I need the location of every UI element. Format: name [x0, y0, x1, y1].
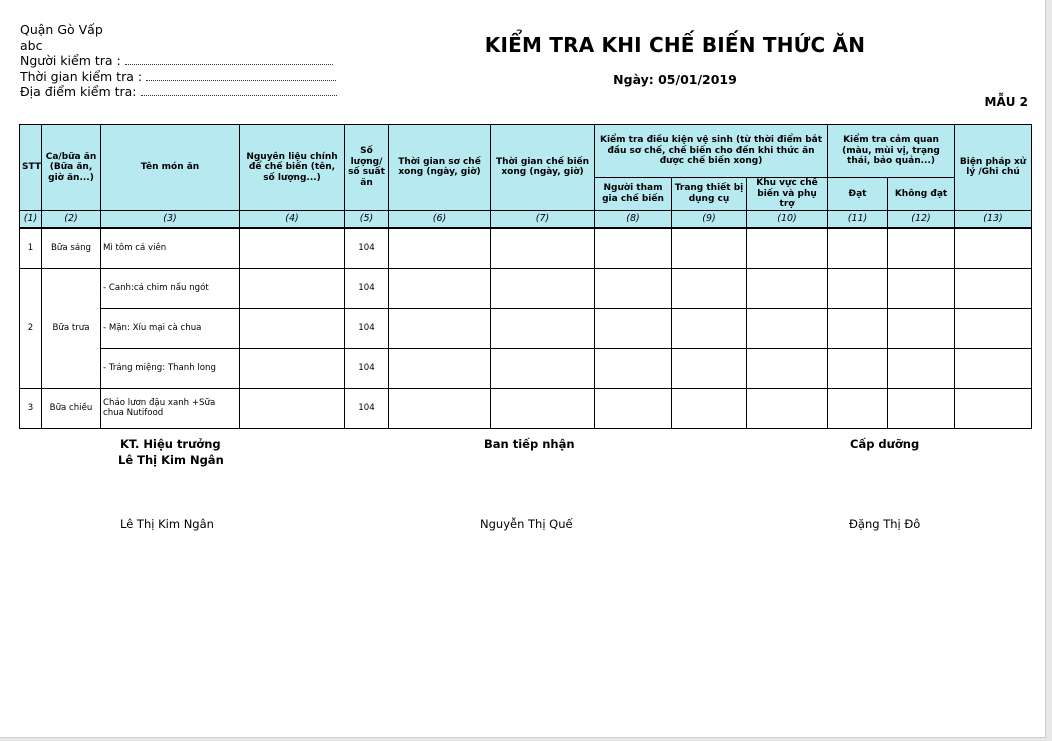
school-text: abc [20, 37, 43, 53]
cell-empty [747, 228, 828, 269]
row-quantity: 104 [345, 388, 389, 428]
row-ingredient [240, 308, 345, 348]
cell-empty [389, 268, 491, 308]
inspector-label: Người kiểm tra : [20, 53, 121, 68]
cell-empty [888, 228, 955, 269]
principal-subtitle: Lê Thị Kim Ngân [118, 453, 224, 467]
time-line [20, 69, 337, 85]
cook-title: Cấp dưỡng [850, 437, 920, 451]
column-number: (10) [747, 210, 828, 228]
cell-empty [389, 388, 491, 428]
cell-empty [747, 268, 828, 308]
cell-empty [747, 308, 828, 348]
row-meal: Bữa trưa [42, 268, 101, 388]
cell-empty [828, 268, 888, 308]
row-quantity: 104 [345, 308, 389, 348]
cell-empty [747, 348, 828, 388]
cell-empty [828, 388, 888, 428]
header-quantity: Số lượng/ số suất ăn [345, 125, 389, 211]
cell-empty [672, 388, 747, 428]
cook-name: Đặng Thị Đô [849, 517, 921, 531]
inspector-line [20, 53, 337, 69]
cell-empty [491, 268, 595, 308]
header-cook-time: Thời gian chế biến xong (ngày, giờ) [491, 125, 595, 211]
cell-empty [389, 308, 491, 348]
cell-empty [747, 388, 828, 428]
row-meal: Bữa sáng [42, 228, 101, 269]
cell-empty [955, 268, 1032, 308]
row-quantity: 104 [345, 348, 389, 388]
table-row [20, 268, 1032, 308]
cell-empty [595, 348, 672, 388]
district-text: Quận Gò Vấp [20, 22, 103, 37]
column-number: (11) [828, 210, 888, 228]
row-quantity: 104 [345, 268, 389, 308]
column-number: (7) [491, 210, 595, 228]
row-ingredient [240, 228, 345, 269]
row-ingredient [240, 388, 345, 428]
cell-empty [672, 308, 747, 348]
cell-empty [491, 228, 595, 269]
column-number: (8) [595, 210, 672, 228]
cell-empty [595, 308, 672, 348]
column-number: (1) [20, 210, 42, 228]
header-dish: Tên món ăn [101, 125, 240, 211]
row-ingredient [240, 268, 345, 308]
column-number: (6) [389, 210, 491, 228]
receiver-title: Ban tiếp nhận [484, 437, 575, 451]
header-sensory-group: Kiểm tra cảm quan (màu, mùi vị, trạng thái, bảo quản...) [828, 125, 955, 178]
receiver-name: Nguyễn Thị Quế [480, 517, 573, 531]
column-number-row [20, 210, 1032, 228]
time-dots [146, 70, 336, 81]
cell-empty [672, 228, 747, 269]
cell-empty [955, 228, 1032, 269]
cell-empty [389, 228, 491, 269]
table-row [20, 308, 1032, 348]
header-hygiene-area: Khu vực chế biến và phụ trợ [747, 178, 828, 211]
cell-empty [828, 308, 888, 348]
row-meal: Bữa chiều [42, 388, 101, 428]
cell-empty [389, 348, 491, 388]
cell-empty [828, 228, 888, 269]
place-line [20, 84, 337, 100]
header-hygiene-equipment: Trang thiết bị dụng cụ [672, 178, 747, 211]
inspection-table [19, 124, 1032, 429]
row-stt: 2 [20, 268, 42, 388]
cell-empty [595, 228, 672, 269]
row-stt: 1 [20, 228, 42, 269]
cell-empty [955, 388, 1032, 428]
inspector-dots [125, 54, 333, 65]
document-date: Ngày: 05/01/2019 [613, 72, 737, 87]
row-dish: - Canh:cá chim nấu ngót [101, 268, 240, 308]
column-number: (5) [345, 210, 389, 228]
time-label: Thời gian kiểm tra : [20, 68, 143, 84]
principal-name: Lê Thị Kim Ngân [120, 517, 214, 531]
row-dish: Mì tôm cá viên [101, 228, 240, 269]
header-prep-time: Thời gian sơ chế xong (ngày, giờ) [389, 125, 491, 211]
cell-empty [888, 308, 955, 348]
header-ingredient: Nguyên liệu chính để chế biến (tên, số lượng...) [240, 125, 345, 211]
header-pass: Đạt [828, 178, 888, 211]
table-row [20, 388, 1032, 428]
header-fail: Không đạt [888, 178, 955, 211]
cell-empty [955, 348, 1032, 388]
column-number: (9) [672, 210, 747, 228]
column-number: (2) [42, 210, 101, 228]
row-stt: 3 [20, 388, 42, 428]
cell-empty [828, 348, 888, 388]
cell-empty [888, 268, 955, 308]
cell-empty [672, 348, 747, 388]
document-title: KIỂM TRA KHI CHẾ BIẾN THỨC ĂN [484, 33, 866, 57]
place-label: Địa điểm kiểm tra: [20, 84, 137, 99]
cell-empty [955, 308, 1032, 348]
row-ingredient [240, 348, 345, 388]
row-dish: - Mặn: Xíu mại cà chua [101, 308, 240, 348]
column-number: (4) [240, 210, 345, 228]
place-dots [141, 85, 337, 96]
cell-empty [491, 348, 595, 388]
cell-empty [888, 348, 955, 388]
cell-empty [672, 268, 747, 308]
column-number: (3) [101, 210, 240, 228]
table-row [20, 348, 1032, 388]
cell-empty [595, 268, 672, 308]
document-header [20, 22, 337, 100]
form-code: MẪU 2 [984, 95, 1028, 109]
header-action: Biện pháp xử lý /Ghi chú [955, 125, 1032, 211]
row-quantity: 104 [345, 228, 389, 269]
cell-empty [491, 388, 595, 428]
cell-empty [491, 308, 595, 348]
column-number: (12) [888, 210, 955, 228]
header-stt: STT [20, 125, 42, 211]
cell-empty [888, 388, 955, 428]
column-number: (13) [955, 210, 1032, 228]
row-dish: Cháo lươn đậu xanh +Sữa chua Nutifood [101, 388, 240, 428]
principal-title: KT. Hiệu trưởng [120, 437, 221, 451]
table-row [20, 228, 1032, 269]
cell-empty [595, 388, 672, 428]
header-meal: Ca/bữa ăn (Bữa ăn, giờ ăn...) [42, 125, 101, 211]
row-dish: - Tráng miệng: Thanh long [101, 348, 240, 388]
header-hygiene-group: Kiểm tra điều kiện vệ sinh (từ thời điểm bắt đầu sơ chế, chế biến cho đến khi thức ăn được chế biến xong) [595, 125, 828, 178]
header-hygiene-people: Người tham gia chế biến [595, 178, 672, 211]
